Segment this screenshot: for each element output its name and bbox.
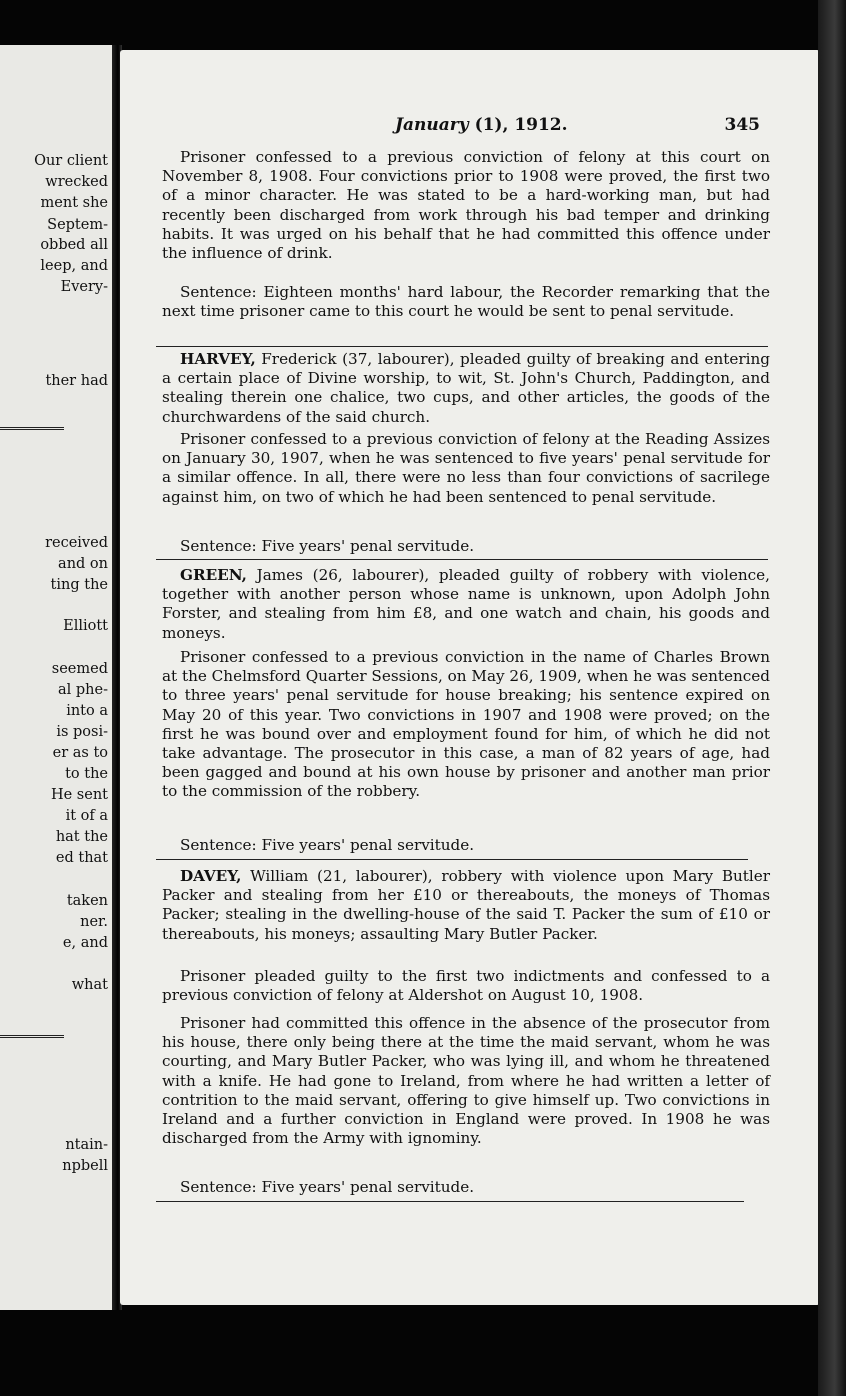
- left-page-line: He sent: [50, 787, 108, 803]
- left-page-line: received: [45, 535, 108, 551]
- case-green-sentence: Sentence: Five years' penal servitude.: [180, 836, 475, 854]
- left-page-line: what: [71, 977, 108, 993]
- case-harvey-conviction: Prisoner confessed to a previous conviction of felony at the Reading Assizes on January 30, 1907, when he was sentenced to five years' penal servitude for a similar offence. In all, there were no less than four convictions of sacrilege against him, on two of which he had been sentenced to penal servitude.: [162, 430, 770, 506]
- left-page-line: ting the: [50, 577, 108, 593]
- left-page-line: er as to: [52, 745, 108, 761]
- left-page-line: taken: [66, 893, 108, 909]
- left-page-line: ed that: [55, 850, 108, 866]
- left-page-rule: [0, 1035, 64, 1038]
- left-page-line: Elliott: [63, 618, 108, 634]
- page-edge-shadow: [818, 0, 846, 1396]
- paragraph-prior-case-conviction: Prisoner confessed to a previous conviction of felony at this court on November 8, 1908. Four convictions prior to 1908 were proved, the first two of a minor character. He was stated to be a hard-working man, but had recently been discharged from work through his bad temper and drinking habits. It was urged on his behalf that he had committed this offence under the influence of drink.: [162, 148, 770, 263]
- left-page-line: is posi-: [56, 724, 108, 740]
- left-page-line: npbell: [62, 1158, 108, 1174]
- case-davey-intro: [162, 867, 770, 944]
- case-name-davey: DAVEY,: [180, 867, 242, 885]
- left-page-line: wrecked: [45, 174, 108, 190]
- left-page-line: Every-: [60, 279, 108, 295]
- case-green-conviction: Prisoner confessed to a previous conviction in the name of Charles Brown at the Chelmsford Quarter Sessions, on May 26, 1909, when he was sentenced to three years' penal servitude for house breaking; his sentence expired on May 20 of this year. Two convictions in 1907 and 1908 were proved; on the first he was bound over and employment found for him, of which he did not take advantage. The prosecutor in this case, a man of 82 years of age, had been gagged and bound at his own house by prisoner and another man prior to the commission of the robbery.: [162, 648, 770, 801]
- left-page-line: and on: [58, 556, 108, 572]
- left-page-line: leep, and: [40, 258, 108, 274]
- page-number: 345: [724, 115, 760, 135]
- left-page-line: ner.: [80, 914, 108, 930]
- case-divider: [156, 346, 768, 347]
- case-divider: [156, 859, 748, 860]
- case-harvey-intro: [162, 350, 770, 427]
- case-davey-sentence: Sentence: Five years' penal servitude.: [180, 1178, 475, 1196]
- case-davey-details: Prisoner had committed this offence in the absence of the prosecutor from his house, there only being there at the time the maid servant, whom he was courting, and Mary Butler Packer, who was lying ill, and whom he threatened with a knife. He had gone to Ireland, from where he had written a letter of contrition to the maid servant, offering to give himself up. Two convictions in Ireland and a further conviction in England were proved. In 1908 he was discharged from the Army with ignominy.: [162, 1014, 770, 1148]
- left-page-rule: [0, 427, 64, 430]
- page-header: [395, 115, 760, 139]
- case-green-intro: [162, 566, 770, 643]
- left-page-line: e, and: [62, 935, 108, 951]
- running-head: [395, 115, 568, 135]
- left-page-line: ntain-: [65, 1137, 108, 1153]
- case-name-harvey: HARVEY,: [180, 350, 256, 368]
- left-page-line: Our client: [34, 153, 108, 169]
- case-divider: [156, 559, 768, 560]
- left-page-line: hat the: [55, 829, 108, 845]
- left-page-line: Septem-: [47, 217, 108, 233]
- left-page-line: to the: [65, 766, 108, 782]
- case-davey-plea: Prisoner pleaded guilty to the first two indictments and confessed to a previous conviction of felony at Aldershot on August 10, 1908.: [162, 967, 770, 1005]
- running-head-month: January: [395, 115, 469, 135]
- case-harvey-sentence: Sentence: Five years' penal servitude.: [180, 537, 475, 555]
- case-davey-charge: William (21, labourer), robbery with violence upon Mary Butler Packer and stealing from her £10 or thereabouts, the moneys of Thomas Packer; stealing in the dwelling-house of the said T. Packer the sum of £10 or thereabouts, his moneys; assaulting Mary Butler Packer.: [162, 867, 770, 943]
- left-page-line: seemed: [51, 661, 108, 677]
- left-page-line: obbed all: [40, 237, 108, 253]
- left-page-line: ment she: [40, 195, 108, 211]
- paragraph-prior-case-sentence: Sentence: Eighteen months' hard labour, the Recorder remarking that the next time prisoner came to this court he would be sent to penal servitude.: [162, 283, 770, 321]
- left-facing-page: [0, 45, 112, 1310]
- case-name-green: GREEN,: [180, 566, 247, 584]
- left-page-line: ther had: [45, 373, 108, 389]
- left-page-line: it of a: [65, 808, 108, 824]
- left-page-line: into a: [66, 703, 108, 719]
- case-harvey-charge: Frederick (37, labourer), pleaded guilty of breaking and entering a certain place of Divine worship, to wit, St. John's Church, Paddington, and stealing therein one chalice, two cups, and other articles, the goods of the churchwardens of the said church.: [162, 350, 770, 426]
- running-head-date: (1), 1912.: [474, 115, 568, 135]
- case-divider: [156, 1201, 744, 1202]
- case-green-charge: James (26, labourer), pleaded guilty of robbery with violence, together with another person whose name is unknown, upon Adolph John Forster, and stealing from him £8, and one watch and chain, his goods and moneys.: [162, 566, 770, 642]
- left-page-line: al phe-: [58, 682, 108, 698]
